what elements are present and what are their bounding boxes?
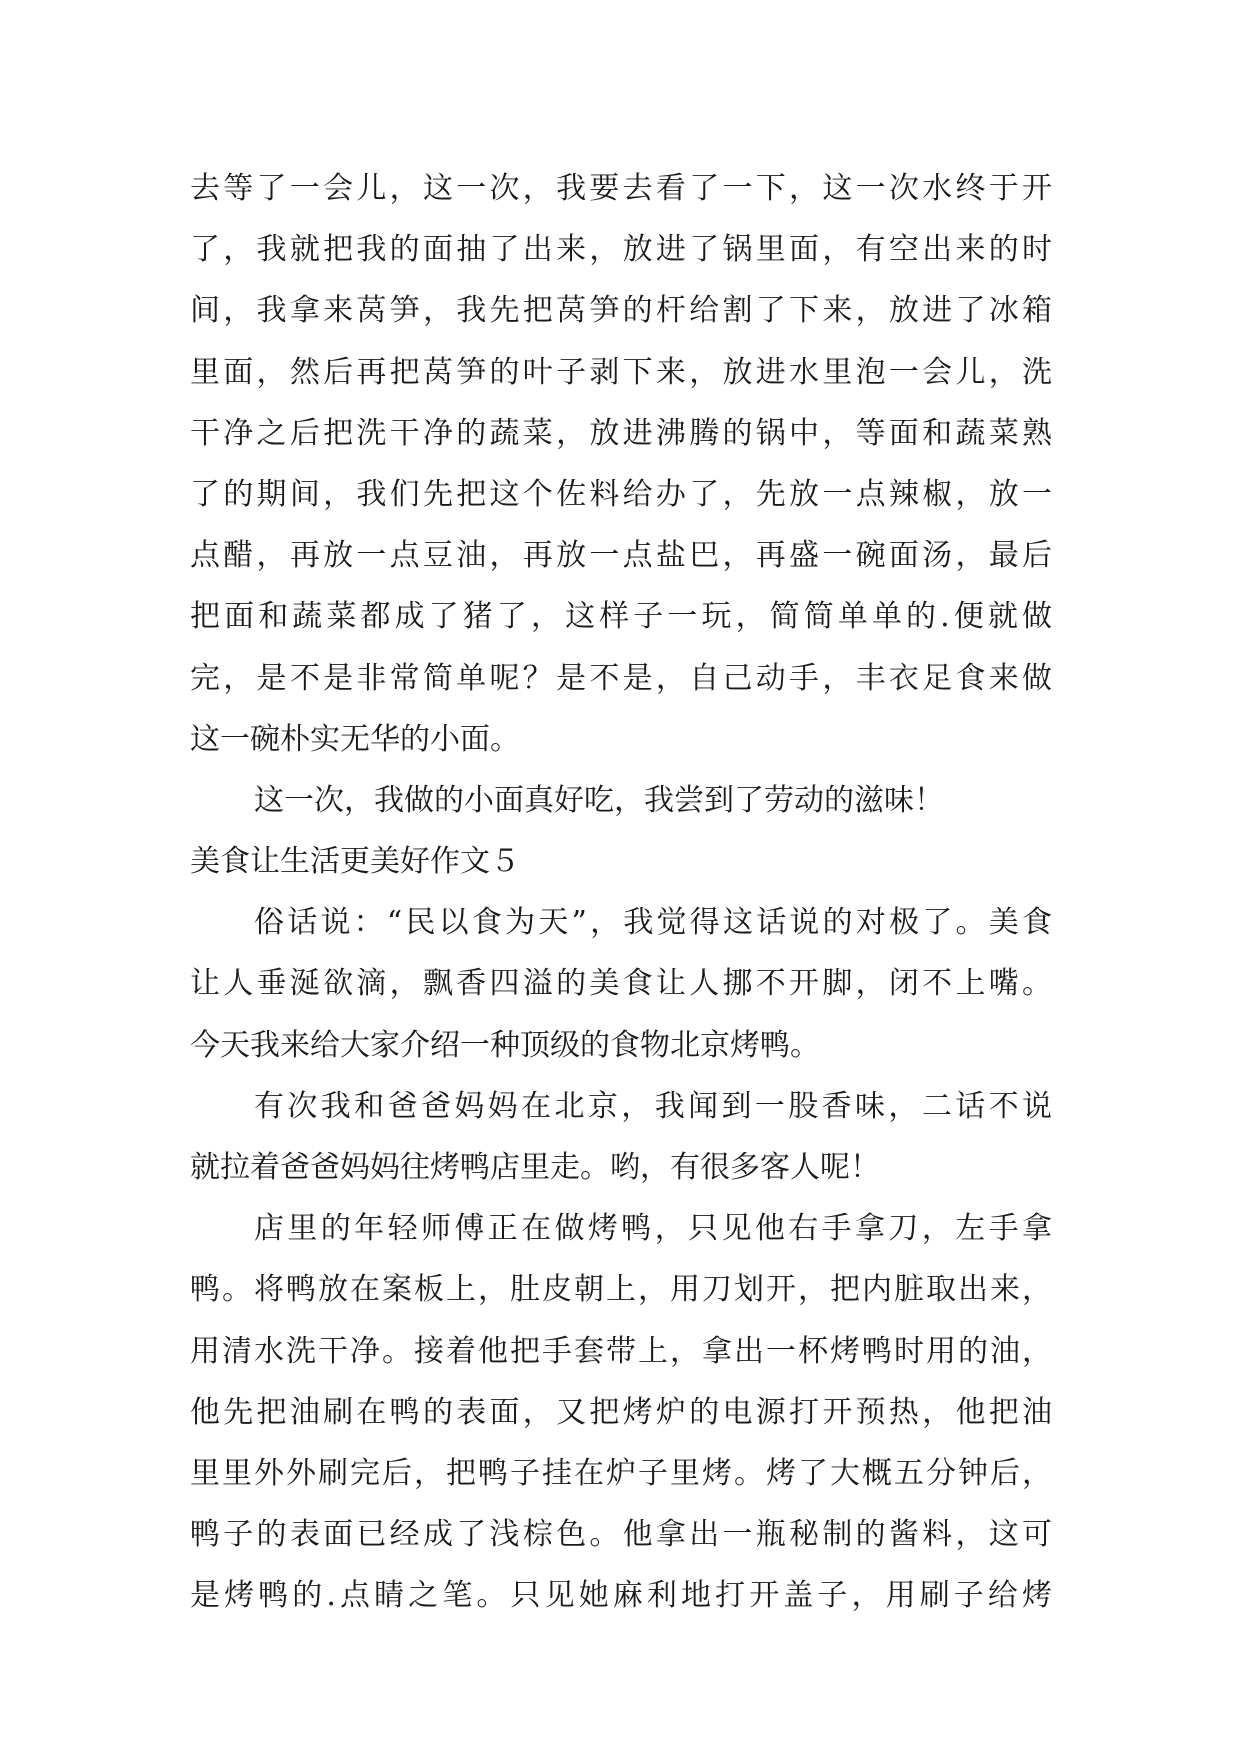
paragraph-intro — [190, 892, 1052, 1076]
heading-text: 美食让生活更美好作文５ — [190, 844, 520, 880]
paragraph-roast-duck-process — [190, 1198, 1052, 1626]
text-line: 把面和蔬菜都成了猪了，这样子一玩，简简单单的.便就做 — [190, 599, 1052, 635]
text-line: 这一碗朴实无华的小面。 — [190, 721, 520, 757]
text-line: 今天我来给大家介绍一种顶级的食物北京烤鸭。 — [190, 1027, 820, 1063]
section-heading — [190, 831, 1052, 892]
text-line: 里里外外刷完后，把鸭子挂在炉子里烤。烤了大概五分钟后， — [190, 1455, 1052, 1491]
text-line: 让人垂涎欲滴，飘香四溢的美食让人挪不开脚，闭不上嘴。 — [190, 966, 1052, 1002]
paragraph-noodles-conclusion — [190, 770, 1052, 831]
paragraph-noodles-continued — [190, 158, 1052, 770]
text-line: 是烤鸭的.点睛之笔。只见她麻利地打开盖子，用刷子给烤 — [190, 1578, 1052, 1614]
text-line: 俗话说：“民以食为天”，我觉得这话说的对极了。美食 — [254, 905, 1052, 941]
text-line: 有次我和爸爸妈妈在北京，我闻到一股香味，二话不说 — [254, 1088, 1052, 1124]
text-line: 鸭子的表面已经成了浅棕色。他拿出一瓶秘制的酱料，这可 — [190, 1517, 1052, 1553]
text-line: 店里的年轻师傅正在做烤鸭，只见他右手拿刀，左手拿 — [254, 1211, 1052, 1247]
text-line: 去等了一会儿，这一次，我要去看了一下，这一次水终于开 — [190, 171, 1052, 206]
text-line: 里面，然后再把莴笋的叶子剥下来，放进水里泡一会儿，洗 — [190, 354, 1052, 390]
text-line: 这一次，我做的小面真好吃，我尝到了劳动的滋味！ — [254, 782, 944, 818]
text-line: 他先把油刷在鸭的表面，又把烤炉的电源打开预热，他把油 — [190, 1394, 1052, 1430]
text-line: 了，我就把我的面抽了出来，放进了锅里面，有空出来的时 — [190, 232, 1052, 268]
text-line: 干净之后把洗干净的蔬菜，放进沸腾的锅中，等面和蔬菜熟 — [190, 415, 1052, 451]
text-line: 完，是不是非常简单呢？是不是，自己动手，丰衣足食来做 — [190, 660, 1052, 696]
text-line: 点醋，再放一点豆油，再放一点盐巴，再盛一碗面汤，最后 — [190, 538, 1052, 574]
text-line: 就拉着爸爸妈妈往烤鸭店里走。哟，有很多客人呢！ — [190, 1150, 880, 1185]
text-line: 鸭。将鸭放在案板上，肚皮朝上，用刀划开，把内脏取出来， — [190, 1272, 1052, 1308]
text-line: 用清水洗干净。接着他把手套带上，拿出一杯烤鸭时用的油， — [190, 1333, 1052, 1369]
text-line: 了的期间，我们先把这个佐料给办了，先放一点辣椒，放一 — [190, 476, 1052, 512]
document-body — [190, 158, 1052, 1627]
paragraph-beijing-visit — [190, 1076, 1052, 1198]
text-line: 间，我拿来莴笋，我先把莴笋的杆给割了下来，放进了冰箱 — [190, 293, 1052, 329]
